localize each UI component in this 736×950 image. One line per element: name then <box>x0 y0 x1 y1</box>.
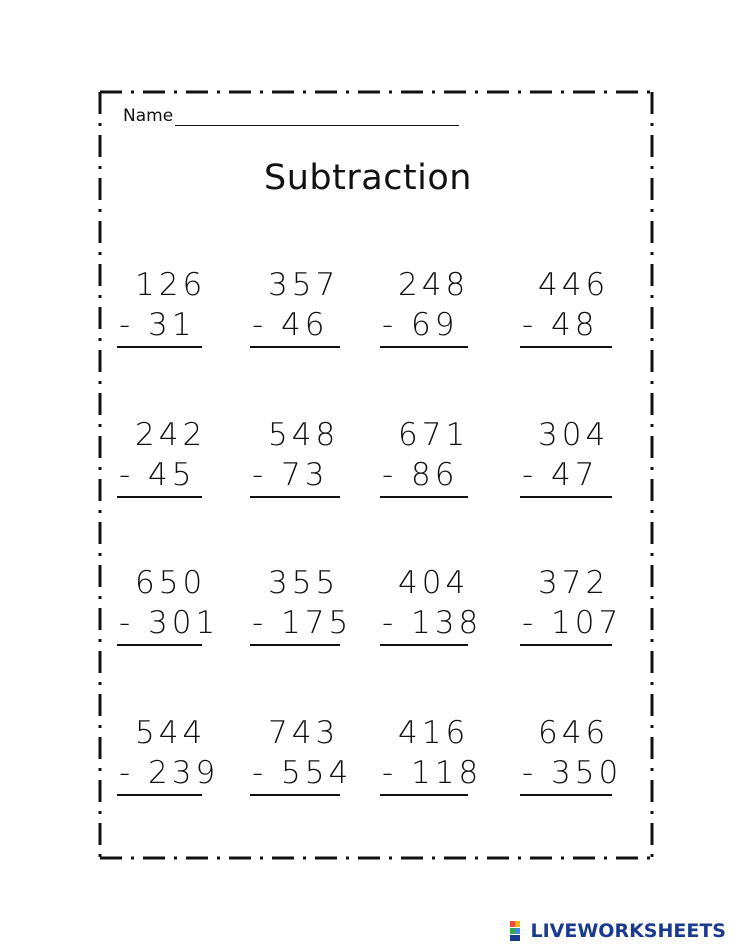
answer-line <box>250 346 340 348</box>
minuend: 416 <box>398 715 470 751</box>
name-line <box>175 108 459 126</box>
minuend: 248 <box>398 267 470 303</box>
subtrahend: - 45 <box>119 457 196 493</box>
answer-line <box>380 496 468 498</box>
answer-line <box>380 794 468 796</box>
answer-line <box>250 794 340 796</box>
answer-line <box>520 644 612 646</box>
answer-line <box>520 496 612 498</box>
subtrahend: - 554 <box>252 755 353 791</box>
subtrahend: - 48 <box>522 307 599 343</box>
name-label: Name <box>123 106 174 126</box>
subtrahend: - 47 <box>522 457 599 493</box>
answer-line <box>117 794 202 796</box>
subtrahend: - 107 <box>522 605 623 641</box>
minuend: 646 <box>538 715 610 751</box>
subtrahend: - 31 <box>119 307 196 343</box>
subtrahend: - 239 <box>119 755 220 791</box>
subtrahend: - 118 <box>382 755 483 791</box>
answer-line <box>520 794 612 796</box>
answer-line <box>250 496 340 498</box>
answer-line <box>117 346 202 348</box>
minuend: 372 <box>538 565 610 601</box>
brand-name: LIVEWORKSHEETS <box>530 920 726 942</box>
minuend: 357 <box>268 267 340 303</box>
subtrahend: - 301 <box>119 605 220 641</box>
minuend: 650 <box>135 565 207 601</box>
minuend: 355 <box>268 565 340 601</box>
page-title: Subtraction <box>264 158 472 198</box>
subtrahend: - 138 <box>382 605 483 641</box>
subtrahend: - 175 <box>252 605 353 641</box>
subtrahend: - 350 <box>522 755 623 791</box>
answer-line <box>117 644 202 646</box>
footer-brand <box>510 920 726 942</box>
subtrahend: - 46 <box>252 307 329 343</box>
minuend: 126 <box>135 267 207 303</box>
minuend: 242 <box>135 417 207 453</box>
minuend: 446 <box>538 267 610 303</box>
subtrahend: - 86 <box>382 457 459 493</box>
minuend: 671 <box>398 417 470 453</box>
answer-line <box>117 496 202 498</box>
minuend: 404 <box>398 565 470 601</box>
answer-line <box>520 346 612 348</box>
subtrahend: - 73 <box>252 457 329 493</box>
minuend: 304 <box>538 417 610 453</box>
minuend: 548 <box>268 417 340 453</box>
answer-line <box>250 644 340 646</box>
name-field <box>123 106 459 126</box>
liveworksheets-logo-icon <box>510 921 526 941</box>
answer-line <box>380 644 468 646</box>
minuend: 743 <box>268 715 340 751</box>
minuend: 544 <box>135 715 207 751</box>
subtrahend: - 69 <box>382 307 459 343</box>
answer-line <box>380 346 468 348</box>
